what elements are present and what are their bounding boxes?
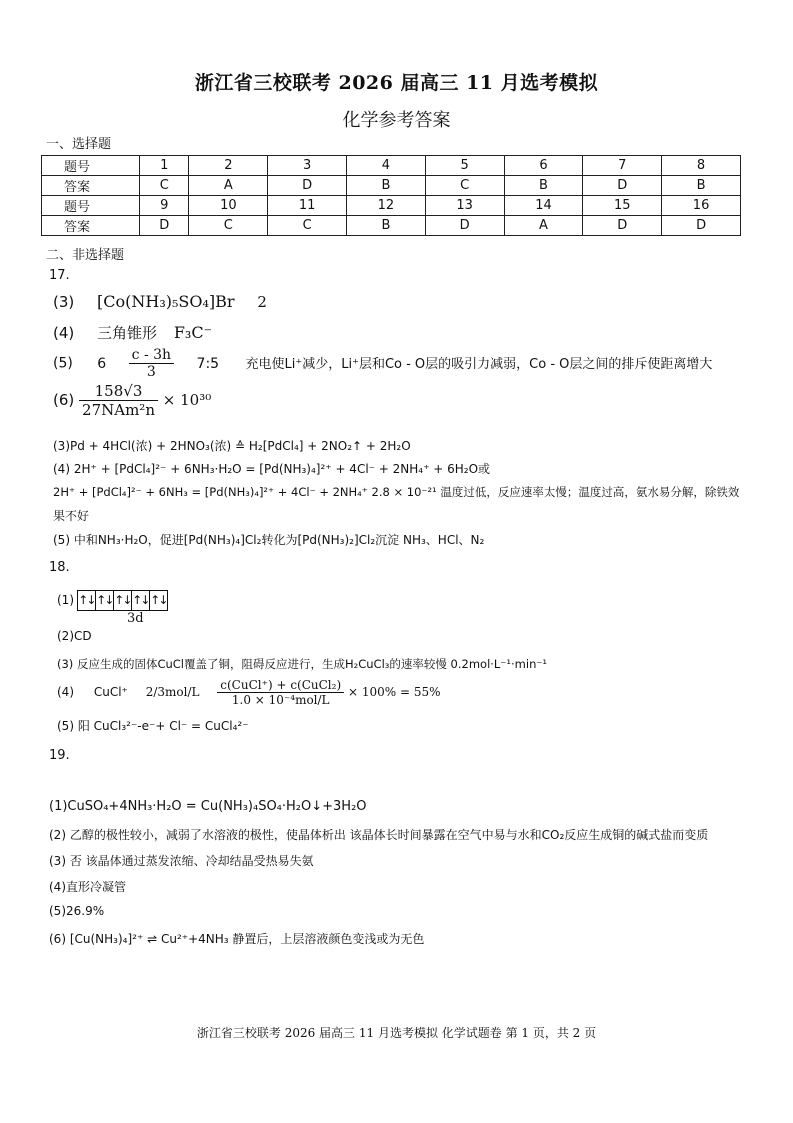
answer-table <box>41 155 741 236</box>
answer-line: 2H⁺ + [PdCl₄]²⁻ + 6NH₃ = [Pd(NH₃)₄]²⁺ + 4Cl⁻ + 2NH₄⁺ 2.8 × 10⁻²¹ 温度过低，反应速率太慢；温度过高，氨水易分解，除铁效 <box>53 485 740 499</box>
answer-line: (4) 2H⁺ + [PdCl₄]²⁻ + 6NH₃·H₂O = [Pd(NH₃)₄]²⁺ + 4Cl⁻ + 2NH₄⁺ + 6H₂O或 <box>53 462 491 476</box>
answer-line <box>53 382 211 419</box>
orbital-diagram <box>78 590 168 611</box>
answer-line: (5) 中和NH₃·H₂O，促进[Pd(NH₃)₄]Cl₂转化为[Pd(NH₃)₂]Cl₂沉淀 NH₃、HCl、N₂ <box>53 533 485 547</box>
table-cell: 16 <box>662 196 741 216</box>
answer-line <box>53 322 212 343</box>
page-subtitle: 化学参考答案 <box>342 110 451 131</box>
fraction-denominator: 27NAm²n <box>82 401 155 419</box>
orbital-box: ↑↓ <box>131 590 150 611</box>
fraction-denominator: 3 <box>146 364 156 380</box>
table-cell: B <box>347 216 426 236</box>
table-cell: 答案 <box>42 176 140 196</box>
table-cell: 8 <box>662 156 741 176</box>
table-cell: 题号 <box>42 196 140 216</box>
table-cell: 14 <box>504 196 583 216</box>
table-cell: 1 <box>140 156 189 176</box>
question-number: 19. <box>49 748 70 763</box>
answer-line <box>57 678 441 707</box>
item-label: (3) <box>53 293 75 311</box>
table-row <box>42 176 741 196</box>
table-cell: C <box>268 216 347 236</box>
table-cell: 4 <box>347 156 426 176</box>
table-cell: 11 <box>268 196 347 216</box>
table-cell: 13 <box>425 196 504 216</box>
answer-line <box>57 590 168 611</box>
item-label: (1) <box>57 593 74 607</box>
table-cell: 2 <box>189 156 268 176</box>
question-number: 18. <box>49 560 70 575</box>
table-cell: 7 <box>583 156 662 176</box>
table-cell: 9 <box>140 196 189 216</box>
table-cell: 10 <box>189 196 268 216</box>
orbital-box: ↑↓ <box>95 590 114 611</box>
complex-formula: [Co(NH₃)₅SO₄]Br <box>97 292 235 311</box>
answer-line <box>53 292 267 311</box>
answer-line: (5) 阳 CuCl₃²⁻-e⁻+ Cl⁻ = CuCl₄²⁻ <box>57 719 249 733</box>
answer-line: (2) 乙醇的极性较小，减弱了水溶液的极性，使晶体析出 该晶体长时间暴露在空气中易与水和CO₂反应生成铜的碱式盐而变质 <box>49 828 709 842</box>
table-cell: 答案 <box>42 216 140 236</box>
fraction <box>129 347 174 380</box>
answer-line: (1)CuSO₄+4NH₃·H₂O = Cu(NH₃)₄SO₄·H₂O↓+3H₂O <box>49 799 367 814</box>
answer-line: (3)Pd + 4HCl(浓) + 2HNO₃(浓) ≙ H₂[PdCl₄] + 2NO₂↑ + 2H₂O <box>53 439 411 453</box>
table-cell: C <box>425 176 504 196</box>
answer-value: 2 <box>257 293 267 311</box>
table-row <box>42 196 741 216</box>
table-cell: A <box>189 176 268 196</box>
item-label: (4) <box>57 685 74 699</box>
table-row <box>42 156 741 176</box>
table-cell: 5 <box>425 156 504 176</box>
page-footer: 浙江省三校联考 2026 届高三 11 月选考模拟 化学试题卷 第 1 页，共 2 页 <box>196 1026 597 1040</box>
table-cell: D <box>268 176 347 196</box>
answer-line <box>53 347 712 380</box>
ion-formula: CuCl⁺ <box>93 685 128 699</box>
answer-line: (2)CD <box>57 629 92 643</box>
fraction <box>217 678 344 707</box>
percent-result: × 100% = 55% <box>347 685 441 699</box>
table-cell: D <box>583 176 662 196</box>
answer-value: 6 <box>97 355 107 372</box>
table-cell: 题号 <box>42 156 140 176</box>
answer-text: 充电使Li⁺减少，Li⁺层和Co - O层的吸引力减弱，Co - O层之间的排斥使距离增大 <box>245 356 713 372</box>
item-label: (5) <box>53 355 73 372</box>
answer-text: 三角锥形 <box>97 324 158 342</box>
answer-line: (3) 否 该晶体通过蒸发浓缩、冷却结晶受热易失氨 <box>49 854 314 868</box>
answer-line: (6) [Cu(NH₃)₄]²⁺ ⇌ Cu²⁺+4NH₃ 静置后，上层溶液颜色变浅或为无色 <box>49 932 425 946</box>
item-label: (4) <box>53 324 75 342</box>
table-cell: A <box>504 216 583 236</box>
fraction-numerator: c(CuCl⁺) + c(CuCl₂) <box>217 678 344 693</box>
orbital-box: ↑↓ <box>113 590 132 611</box>
table-cell: B <box>347 176 426 196</box>
table-cell: 6 <box>504 156 583 176</box>
section-nonchoice-heading: 二、非选择题 <box>46 248 125 263</box>
fraction <box>79 382 158 419</box>
fraction-numerator: 158√3 <box>79 382 158 401</box>
table-cell: C <box>140 176 189 196</box>
page-title: 浙江省三校联考 2026 届高三 11 月选考模拟 <box>194 72 599 94</box>
table-cell: D <box>583 216 662 236</box>
table-cell: 15 <box>583 196 662 216</box>
orbital-box: ↑↓ <box>149 590 168 611</box>
fraction-denominator: 1.0 × 10⁻⁴mol/L <box>231 693 330 707</box>
table-cell: D <box>425 216 504 236</box>
table-cell: D <box>140 216 189 236</box>
table-cell: 3 <box>268 156 347 176</box>
answer-line: (3) 反应生成的固体CuCl覆盖了铜，阻碍反应进行，生成H₂CuCl₃的速率较慢 0.2mol·L⁻¹·min⁻¹ <box>57 657 548 671</box>
table-cell: B <box>504 176 583 196</box>
table-cell: C <box>189 216 268 236</box>
concentration: 2/3mol/L <box>145 685 200 699</box>
ion-formula: F₃C⁻ <box>173 323 213 342</box>
table-cell: 12 <box>347 196 426 216</box>
question-number: 17. <box>49 268 70 283</box>
answer-line: (5)26.9% <box>49 904 105 918</box>
orbital-box: ↑↓ <box>77 590 96 611</box>
answer-line: 果不好 <box>53 509 90 523</box>
orbital-label: 3d <box>127 611 144 626</box>
answer-ratio: 7:5 <box>196 355 220 372</box>
fraction-numerator: c - 3h <box>129 347 174 364</box>
table-cell: D <box>662 216 741 236</box>
item-label: (6) <box>53 391 75 409</box>
multiplier: × 10³⁰ <box>162 391 212 409</box>
answer-line: (4)直形冷凝管 <box>49 880 126 894</box>
table-row <box>42 216 741 236</box>
table-cell: B <box>662 176 741 196</box>
section-choice-heading: 一、选择题 <box>46 137 112 152</box>
